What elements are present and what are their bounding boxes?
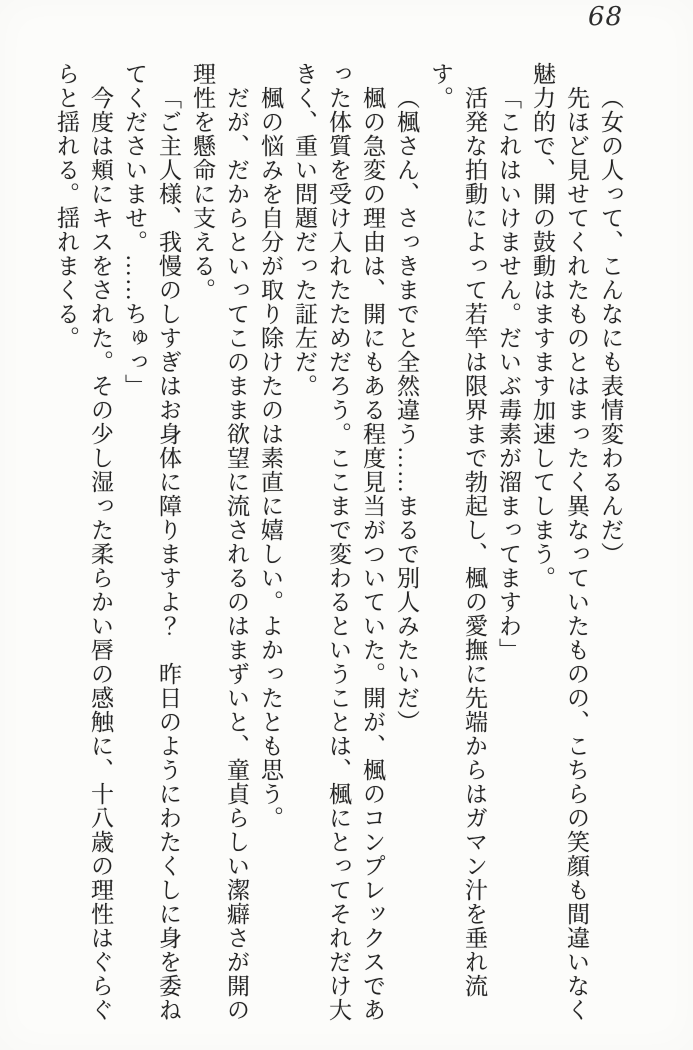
paragraph: 「これはいけません。だいぶ毒素が溜まってますわ」 <box>496 86 521 662</box>
paragraph: 楓の悩みを自分が取り除けたのは素直に嬉しい。よかったとも思う。 <box>258 86 283 830</box>
paragraph: 「ご主人様、我慢のしすぎはお身体に障りますよ？ 昨日のようにわたくしに身を委ねてくださいませ。……ちゅっ」 <box>122 62 181 1022</box>
paragraph: だが、だからといってこのまま欲望に流されるのはまずいと、童貞らしい潔癖さが開の理性を懸命に支える。 <box>190 62 249 1022</box>
text-block <box>49 62 627 1022</box>
paragraph: 活発な拍動によって若竿は限界まで勃起し、楓の愛撫に先端からはガマン汁を垂れ流す。 <box>428 62 487 998</box>
paragraph: （楓さん、さっきまでと全然違う……まるで別人みたいだ） <box>394 86 419 734</box>
paragraph: （女の人って、こんなにも表情変わるんだ） <box>598 86 623 566</box>
paragraph: 先ほど見せてくれたものとはまったく異なっていたものの、こちらの笑顔も間違いなく魅力的で、開の鼓動はますます加速してしまう。 <box>530 62 589 1022</box>
paragraph: 楓の急変の理由は、開にもある程度見当がついていた。開が、楓のコンプレックスであった体質を受け入れたためだろう。ここまで変わるということは、楓にとってそれだけ大きく、重い問題だった証左だ。 <box>292 62 385 1022</box>
page-number: 68 <box>588 2 624 32</box>
paragraph: 今度は頬にキスをされた。その少し湿った柔らかい唇の感触に、十八歳の理性はぐらぐらと揺れる。揺れまくる。 <box>54 62 113 1022</box>
